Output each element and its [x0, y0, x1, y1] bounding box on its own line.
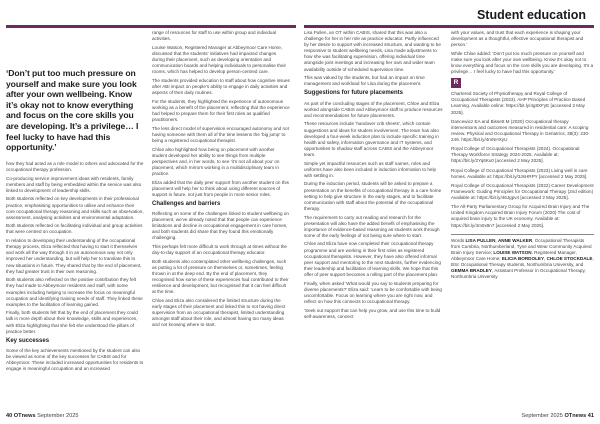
page-number: 40 [6, 413, 13, 419]
paragraph: These resources include ‘handover crib sheets’, which contain suggestions and ideas for student involvement. The team has also developed a four-week induction plan to include specific training in health and safety, information governance and IT systems, and opportunities to shadow staff across CABIS and the Abbeymoor team. [304, 121, 439, 157]
paragraph: Eliza added that the daily peer support from another student on this placement will help her to think about using different sources of support in future, not just from people in more senior roles. [152, 179, 289, 197]
magazine-name: OTnews [564, 413, 587, 419]
paragraph: Co-producing service improvement ideas with residents, family members and staff by being embedded within the service was also linked to development of leadership skills. [6, 175, 142, 193]
author-name: LISA PULLEN [465, 237, 496, 243]
paragraph: The less direct model of supervision encouraged autonomy and not having someone with them all of the time lessens the ‘big jump’ to being a registered occupational therapist. [152, 125, 289, 143]
paragraph: For the students, they highlighted the experience of autonomous working as a benefit of the placement, reflecting that the experience had helped to prepare them for their first roles as qualified practitioners. [152, 98, 290, 122]
paragraph: Simple yet impactful resources such as staff names, roles and uniforms have also been included in induction information to help with settling in. [304, 160, 437, 178]
issue-date: September 2025 [521, 413, 563, 419]
paragraph: Both students also reflected on the positive contribution they felt they had made to Abbeymoor residents and staff, with some examples including helping to increase the focus on meaningful occupation and identifying training needs of staff. They linked these examples to the facilitation of learning gained. [6, 277, 143, 307]
paragraph: Chloe and Eliza also considered the limited structure during the early stages of their placement and linked this to not having direct supervision from an occupational therapist, limited understanding amongst staff about their role, and almost having too many ideas and not knowing where to start. [152, 298, 286, 328]
issue-date: September 2025 [37, 413, 79, 419]
credit-text: , Occupational Therapists from Cumbria, Northumberland, Tyne and Wear Community Acquired Brain Injury Service; [451, 237, 592, 255]
paragraph: Finally, when asked ‘What would you say to students preparing for diverse placements?’ Eliza said: ‘Learn to be comfortable with being uncomfortable. Focus on learning where you are right now, and reflect on how this connects to occupational therapy. [304, 280, 442, 304]
paragraph: This was valued by the students, but had an impact on time management and workload for Lisa during the placement. [304, 75, 425, 87]
paragraph: The students provided education to staff about how cognitive issues after ABI impact on people’s ability to engage in daily activities and aspects of their daily routines. [152, 77, 290, 96]
column-1 [6, 30, 144, 410]
paragraph: While Chloe added: ‘Don’t put too much pressure on yourself and make sure you look after your own wellbeing. Know it’s okay not to know everything and focus on the core skills you are developing. It’s a privilege… I feel lucky to have had this opportunity.’ [451, 50, 594, 75]
top-rule-left [6, 25, 296, 28]
references-badge: R [451, 78, 461, 88]
author-name: ELICIA BORDOLEY [501, 255, 545, 261]
credit-intro: Words [451, 237, 466, 243]
paragraph: During the induction period, students will be asked to prepare a presentation on the benefits of occupational therapy in a care home setting to help give structure in the early stages, and to facilitate communication with staff about the potential of the occupational therapy. [304, 181, 442, 211]
paragraph: Both students reflected on key developments in their professional practice, emphasising opportunities to utilise and enhance their core occupational therapy reasoning and skills such as observation, assessment, analysing activities and environmental adaptation. [6, 196, 144, 220]
paragraph: Chloe and Eliza have now completed their occupational therapy programme and are working in their first roles as registered occupational therapists. However, they have also offered informal peer support and mentoring to the next students, further evidencing their leadership and facilitation of learning skills. We hope that this offer of peer support becomes a rolling part of the placement plan. [304, 241, 441, 277]
credit-text: , [495, 237, 498, 243]
paragraph: Lisa Pullen, an OT within CABIS, shared that this was also a challenge for her in her role as practice educator. Partly influenced by her desire to support with increased structure, and wanting to be responsive to student wellbeing needs, Lisa made adjustments to how she was facilitating supervision, offering individual time alongside joint meetings and increasing her own and wider team availability outside of scheduled supervision time. [304, 30, 441, 72]
pull-quote: ‘Don’t put too much pressure on yourself and make sure you look after your own wellbeing. Know it’s okay not to know everything and focus on the core skills you are developing. It’s a privilege… I feel lucky to have had this opportunity.’ [6, 68, 139, 153]
credit-divider [451, 234, 594, 235]
magazine-name: OTnews [13, 413, 36, 419]
reference-item: Chartered Society of Physiotherapy and Royal College of Occupational Therapists (2023). AHP Principles of Practice Based Learning. Available online: https://bit.ly/4g8XFyE [accessed 2 May 2025]. [451, 91, 586, 115]
paragraph: with your values, and trust that each experience is shaping your development as a thoughtful, effective occupational therapist and person.’ [451, 30, 584, 48]
author-credit [451, 238, 594, 281]
paragraph: Finally, both students felt that by the end of placement they could talk in more depth about their knowledge, skills and experiences, with Eliza highlighting that she felt she understood the pillars of practice better. [6, 310, 138, 334]
section-label: Student education [476, 8, 586, 22]
paragraph: Reflecting on some of the challenges linked to student wellbeing on placement, we’ve already noted that that people can experience limitations and decline in occupational engagement in care homes, and both students did share that they found this emotionally challenging. [152, 211, 289, 241]
paragraph: Chloe also highlighted how being on placement with another student developed her ability to see things from multiple perspectives and, in her words, to see ‘it’s not all about you’ on placement, which mirrors working in a multidisciplinary team in practice. [152, 146, 280, 176]
column-3 [304, 30, 444, 410]
author-name: LOUISE WATSON [493, 249, 532, 255]
paragraph: range of resources for staff to use within group and individual activities. [152, 30, 277, 42]
credit-text: , BSc Occupational Therapy students, Northumbria University, and [451, 255, 594, 267]
paragraph: Some of the key achievements mentioned by the student can also be viewed as some of the key successes for CABIS and for Abbeymoor. These included increased opportunities for residents to engage in meaningful occupation and an increased [6, 347, 144, 372]
reference-item: Royal College of Occupational Therapists (2022) Career Development Framework: Guiding Principles for Occupational Therapy (2nd edition) Available at: https://bit.ly/46Jgpv4 [accessed 2 May 2025]. [451, 182, 594, 201]
credit-text: , Registered Manager, Abbeymoor Care Home; [451, 249, 577, 261]
credit-text: , [544, 255, 547, 261]
paragraph: Both students also contemplated other wellbeing challenges, such as putting a lot of pressure on themselves or, sometimes, feeling thrown in at the deep end. By the end of placement, they recognised how some of these experiences had contributed to their resilience and development, but recognised that it can feel difficult at the time. [152, 258, 289, 295]
reference-item: Dancewicz EA and Bissett M (2020) Occupational therapy interventions and outcomes measured in residential care: A scoping review. Physical and Occupational Therapy in Geriatrics, 38(3): 230-249. https://bit.ly/4mNHXyU [451, 118, 590, 142]
page-number: 41 [587, 413, 594, 419]
paragraph: ‘Seek out support that can help you grow, and use this time to build self-awareness, connect [304, 307, 441, 319]
section-heading-key-successes: Key successes [6, 337, 50, 344]
author-name: GEMMA BRADLEY [451, 268, 492, 274]
reference-item: Royal College of Occupational Therapists (2024). Occupational Therapy Workforce Strategy 2024-2025. Available at: https://bit.ly/2Yq6Ku0 [accessed 2 May 2025]. [451, 146, 580, 164]
top-rule-right [304, 25, 594, 28]
section-heading-challenges: Challenges and barriers [152, 200, 221, 207]
reference-item: The All-Party Parliamentary Group for Acquired Brain Injury and The United Kingdom Acquired Brain Injury Forum (2020) The cost of acquired brain injury to the UK economy. Available at: https://bit.ly/4m0x9n7 [accessed 2 May 2025]. [451, 204, 590, 228]
paragraph: This perhaps felt more difficult to work through at times without the day-to-day support of an occupational therapy educator. [152, 244, 287, 256]
footer-right [522, 413, 595, 419]
paragraph: In relation to developing their understanding of the occupational therapy process, Eliza reflected that having to start it themselves and work all the way through it in an autonomous way not only improved her understanding, but will help her to translate this to new situations in future. They shared that by the end of placement, they had greater trust in their own reasoning. [6, 238, 142, 274]
paragraph: As part of the concluding stages of the placement, Chloe and Eliza worked alongside CABIS and Abbeymoor staff to produce resources and recommendations for future placements. [304, 100, 443, 118]
paragraph: Both students reflected on facilitating individual and group activities that were centred on occupation. [6, 223, 143, 235]
paragraph: The requirement to carry out reading and research for the presentation will also have the added benefit of emphasising the importance of evidence-based reasoning as students work through some of the early feelings of not being sure where to start. [304, 214, 440, 238]
credit-text: , Assistant Professor in Occupational Therapy, Northumbria University [451, 268, 586, 280]
author-name: CHLOE STOCKDALE [546, 255, 593, 261]
column-2 [152, 30, 290, 410]
reference-item: Royal College of Occupational Therapists (2023) Living well in care homes. Available at: https://bit.ly/3JsHRPY [accessed 2 May 2025]. [451, 167, 588, 179]
paragraph: Louise Watson, Registered Manager at Abbeymoor Care Home, discussed that the students’ initiatives had impacted changes during their placement, such as developing orientation and communication boards and helping individuals to personalise their rooms, which has helped to develop person-centred care. [152, 44, 287, 75]
author-name: ANNE WALKER [497, 237, 533, 243]
paragraph: how they had acted as a role model to others and advocated for the occupational therapy profession. [6, 160, 144, 172]
footer-left [6, 413, 79, 419]
section-heading-suggestions: Suggestions for future placements [304, 90, 404, 97]
column-4 [451, 30, 594, 410]
